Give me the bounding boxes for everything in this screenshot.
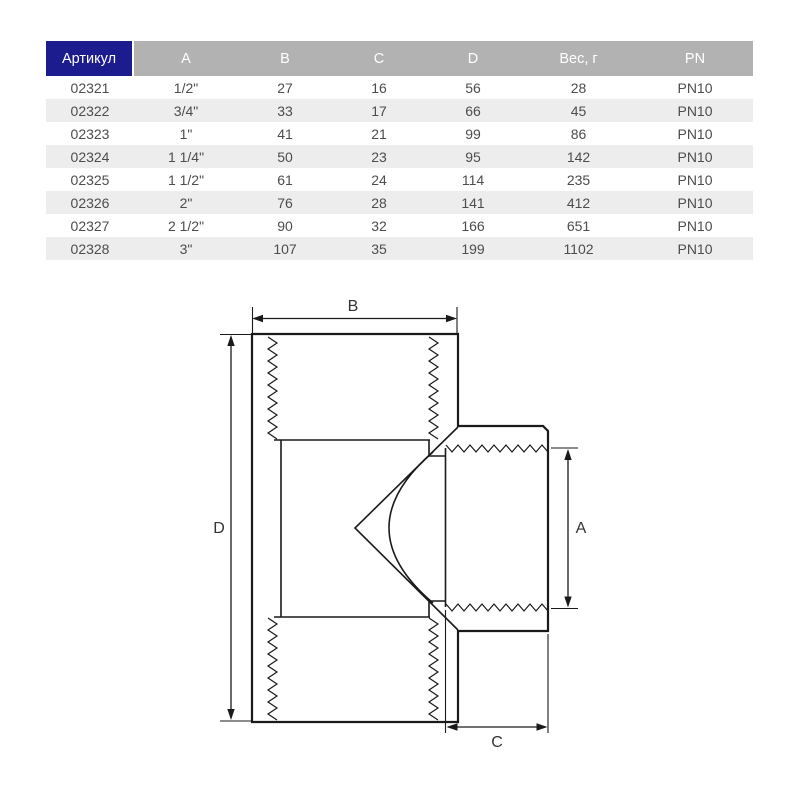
table-cell: 66 [426,99,520,122]
table-cell: 28 [332,191,426,214]
table-cell: 02328 [46,237,134,260]
arrowhead-up-icon [564,449,571,460]
table-cell: 199 [426,237,520,260]
table-cell: 23 [332,145,426,168]
table-cell: 02327 [46,214,134,237]
table-cell: 50 [238,145,332,168]
arrowhead-up-icon [227,335,234,346]
thread-zigzag-branch-top [446,445,548,452]
table-cell: 33 [238,99,332,122]
table-cell: 3" [134,237,238,260]
table-cell: 76 [238,191,332,214]
table-cell: 41 [238,122,332,145]
column-header-c: C [332,41,426,76]
table-cell: 412 [520,191,637,214]
column-header-d: D [426,41,520,76]
table-cell: 02321 [46,76,134,99]
dimension-a [551,448,587,609]
table-cell: 02322 [46,99,134,122]
thread-zigzag-top-left [268,337,277,439]
fitting-outline [252,334,548,722]
table-cell: 02326 [46,191,134,214]
table-cell: 651 [520,214,637,237]
table-cell: 17 [332,99,426,122]
table-cell: 166 [426,214,520,237]
column-header-weight: Вес, г [520,41,637,76]
arrowhead-left-icon [252,315,263,322]
thread-zigzag-bottom-right [429,618,438,720]
table-cell: 02324 [46,145,134,168]
table-cell: 86 [520,122,637,145]
dimension-label-b: B [347,298,359,315]
column-header-article: Артикул [46,41,134,76]
table-cell: 32 [332,214,426,237]
dimension-b [252,298,457,333]
table-cell: 141 [426,191,520,214]
column-header-b: B [238,41,332,76]
dimension-label-a: A [575,520,587,537]
table-row [46,122,753,145]
table-row [46,214,753,237]
column-header-pn: PN [637,41,753,76]
junction-slants [355,427,458,630]
table-cell: 21 [332,122,426,145]
dimension-label-d: D [213,520,225,537]
table-cell: 27 [238,76,332,99]
dimension-label-c: C [491,734,503,751]
thread-zigzag-bottom-left [268,618,277,720]
thread-zigzag-top-right [429,337,438,439]
table-header-row [46,41,753,76]
table-cell: 3/4" [134,99,238,122]
table-cell: PN10 [637,168,753,191]
thread-zigzag-branch-bottom [446,604,548,611]
table-cell: PN10 [637,191,753,214]
table-cell: 2 1/2" [134,214,238,237]
arrowhead-left-icon [447,723,458,730]
table-cell: 1 1/4" [134,145,238,168]
table-row [46,99,753,122]
table-cell: 45 [520,99,637,122]
table-cell: 90 [238,214,332,237]
arrowhead-down-icon [564,597,571,608]
table-cell: 142 [520,145,637,168]
table-row [46,145,753,168]
table-cell: 1 1/2" [134,168,238,191]
table-cell: 1102 [520,237,637,260]
table-cell: 2" [134,191,238,214]
dimensions-table [46,41,753,260]
table-row [46,191,753,214]
spec-table [46,41,753,260]
table-row [46,168,753,191]
table-cell: PN10 [637,99,753,122]
arrowhead-right-icon [446,315,457,322]
table-cell: 235 [520,168,637,191]
table-row [46,76,753,99]
table-cell: 02325 [46,168,134,191]
tee-fitting-diagram [180,285,620,760]
table-cell: 1" [134,122,238,145]
table-cell: PN10 [637,145,753,168]
table-cell: 99 [426,122,520,145]
arrowhead-down-icon [227,709,234,720]
table-row [46,237,753,260]
table-cell: 35 [332,237,426,260]
arrowhead-right-icon [537,723,548,730]
table-cell: 114 [426,168,520,191]
table-cell: 95 [426,145,520,168]
table-cell: 24 [332,168,426,191]
table-cell: PN10 [637,76,753,99]
column-header-a: A [134,41,238,76]
junction-curve [389,452,433,603]
table-cell: PN10 [637,214,753,237]
table-cell: PN10 [637,122,753,145]
table-cell: PN10 [637,237,753,260]
table-cell: 16 [332,76,426,99]
table-cell: 1/2" [134,76,238,99]
table-cell: 28 [520,76,637,99]
table-cell: 02323 [46,122,134,145]
table-cell: 107 [238,237,332,260]
table-cell: 61 [238,168,332,191]
table-cell: 56 [426,76,520,99]
dimension-d [213,335,252,722]
